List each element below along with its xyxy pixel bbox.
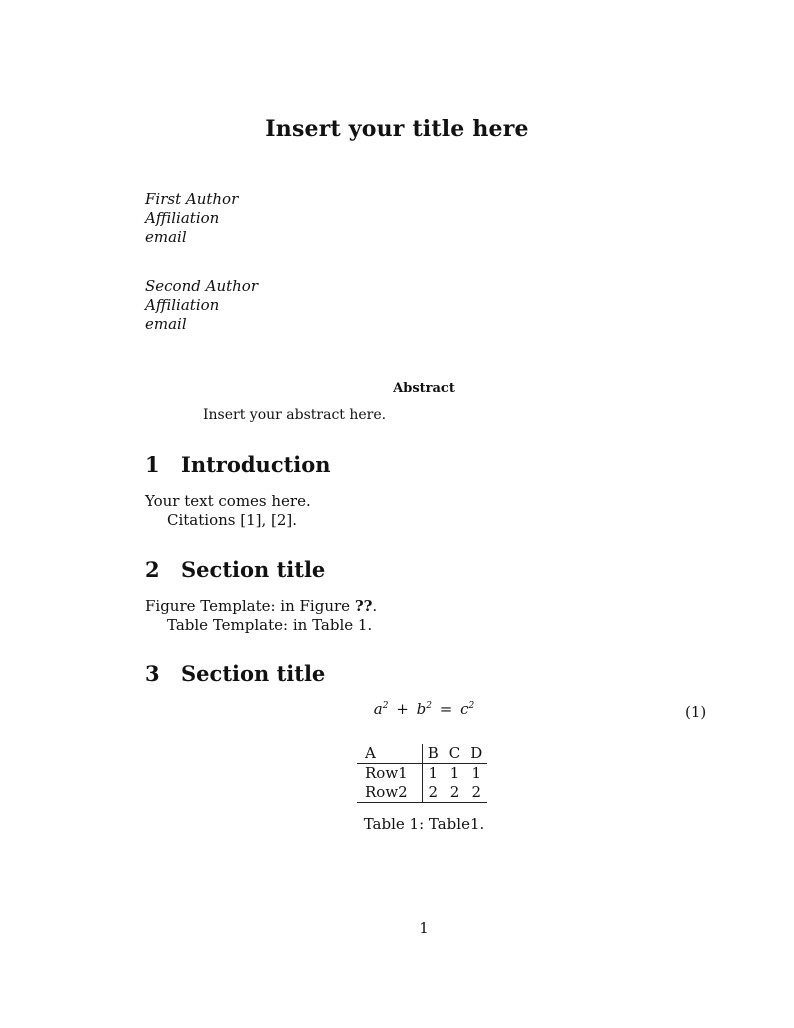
author-affiliation: Affiliation [145, 209, 220, 227]
author-block-1 [145, 190, 238, 247]
table-cell: Row1 [357, 764, 422, 784]
table-header-cell: B [422, 744, 444, 764]
page-number: 1 [419, 919, 429, 937]
figure-line-prefix: Figure Template: in Figure [145, 597, 355, 615]
table-cell: 1 [471, 764, 482, 782]
data-table [357, 744, 487, 803]
abstract-heading: Abstract [393, 381, 455, 396]
table-cell: 1 [428, 764, 438, 782]
author-email: email [145, 315, 187, 333]
section-title: Introduction [181, 452, 331, 477]
section-title: Section title [181, 557, 326, 582]
section-title: Section title [181, 661, 326, 686]
table-header-cell: D [465, 744, 487, 764]
table-cell: Row2 [357, 783, 422, 803]
paper-title: Insert your title here [265, 116, 529, 142]
eq-exp: 2 [426, 701, 432, 711]
table-cell: 1 [449, 764, 460, 782]
section-2-body [145, 597, 377, 635]
section-number: 3 [145, 661, 160, 686]
table-caption: Table 1: Table1. [363, 815, 485, 833]
section-1-body [145, 492, 311, 530]
equation-number: (1) [685, 703, 707, 721]
table-header-row [357, 744, 487, 764]
figure-line-suffix: . [372, 597, 378, 615]
author-email: email [145, 228, 187, 246]
eq-var-c: c [460, 700, 469, 718]
eq-var-b: b [416, 700, 427, 718]
author-name: Second Author [145, 277, 258, 295]
table-row [357, 764, 487, 784]
figure-ref: ?? [354, 597, 373, 615]
author-block-2 [145, 277, 258, 334]
eq-exp: 2 [382, 701, 389, 711]
eq-exp: 2 [468, 701, 475, 711]
eq-equals: = [439, 700, 453, 718]
section-number: 2 [145, 557, 160, 582]
table-header-cell: C [444, 744, 465, 764]
section-number: 1 [145, 452, 160, 477]
paragraph: Citations [1], [2]. [167, 511, 298, 529]
table-cell: 2 [444, 783, 465, 803]
abstract-text: Insert your abstract here. [203, 407, 387, 423]
section-heading-3 [145, 661, 325, 686]
eq-plus: + [396, 700, 409, 718]
equation [0, 700, 794, 718]
paragraph: Table Template: in Table 1. [167, 616, 373, 634]
table-cell: 2 [422, 783, 444, 803]
author-affiliation: Affiliation [145, 296, 220, 314]
table-header-cell: A [357, 744, 422, 764]
section-heading-2 [145, 557, 325, 582]
table-cell: 2 [465, 783, 487, 803]
author-name: First Author [145, 190, 239, 208]
table-row [357, 783, 487, 803]
section-heading-1 [145, 452, 331, 477]
paragraph [145, 597, 377, 616]
eq-var-a: a [373, 700, 383, 718]
paragraph: Your text comes here. [145, 492, 311, 510]
